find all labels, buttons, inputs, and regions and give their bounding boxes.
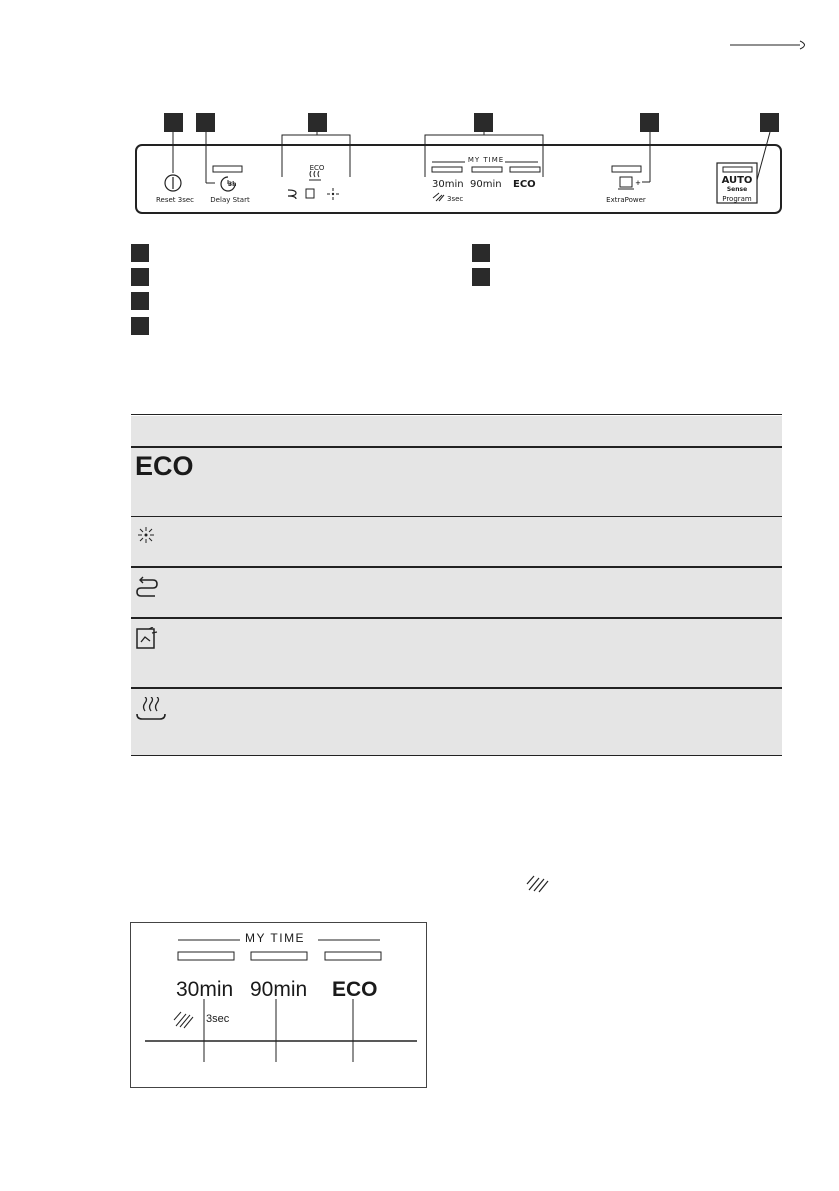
mytime-detail-title: MY TIME (245, 931, 306, 945)
extrapower-label: ExtraPower (606, 196, 646, 204)
rinse-aid-icon (136, 525, 156, 545)
water-supply-icon (135, 575, 159, 597)
mytime-eco-small: ECO (513, 179, 536, 190)
table-row-eco (131, 448, 782, 516)
legend-square-2 (131, 268, 149, 286)
legend-square-3 (131, 292, 149, 310)
delay-start-label: Delay Start (210, 196, 250, 204)
eco-group-label: ECO (309, 164, 325, 172)
delay-icon-text: 3h (228, 181, 237, 188)
mytime-detail-hint: 3sec (206, 1013, 230, 1025)
extrapower-icon (618, 177, 641, 189)
mytime-spray-icon-small (433, 193, 444, 201)
mytime-hint-small: 3sec (447, 195, 464, 203)
drying-icon-small (309, 171, 321, 180)
callout-3 (308, 113, 327, 132)
legend-square-4 (131, 317, 149, 335)
control-panel-illustration (120, 105, 790, 225)
table-row-salt (131, 619, 782, 687)
power-icon (165, 175, 181, 191)
table-row-water (131, 568, 782, 617)
drying-icon (135, 697, 167, 723)
mytime-90min-small: 90min (470, 179, 502, 190)
legend-square-5 (472, 244, 490, 262)
sense-label: Sense (726, 186, 748, 193)
spray-icon-detail (174, 1012, 193, 1028)
table-header-row (131, 416, 782, 446)
salt-icon-small (306, 189, 314, 198)
mytime-detail-eco: ECO (332, 978, 378, 1001)
rinse-aid-icon-small (327, 188, 339, 200)
callout-5 (640, 113, 659, 132)
page-corner-mark (730, 40, 810, 50)
mytime-detail-30min: 30min (176, 978, 234, 1001)
auto-label: AUTO (721, 175, 753, 186)
reset-label: Reset 3sec (155, 196, 195, 204)
callout-6 (760, 113, 779, 132)
mytime-detail-90min: 90min (250, 978, 308, 1001)
mytime-spray-icon (525, 872, 551, 894)
mytime-30min-small: 30min (432, 179, 464, 190)
mytime-detail-drawing (130, 922, 426, 1088)
table-row-drying (131, 689, 782, 755)
legend-square-1 (131, 244, 149, 262)
legend-square-6 (472, 268, 490, 286)
mytime-title-small: MY TIME (467, 156, 505, 164)
callout-2 (196, 113, 215, 132)
water-icon-small (288, 190, 296, 199)
table-row-rinse-aid (131, 517, 782, 566)
svg-text:+: + (635, 178, 641, 188)
eco-icon: ECO (135, 451, 194, 481)
program-label: Program (722, 195, 752, 203)
callout-1 (164, 113, 183, 132)
salt-icon (135, 627, 159, 651)
callout-4 (474, 113, 493, 132)
